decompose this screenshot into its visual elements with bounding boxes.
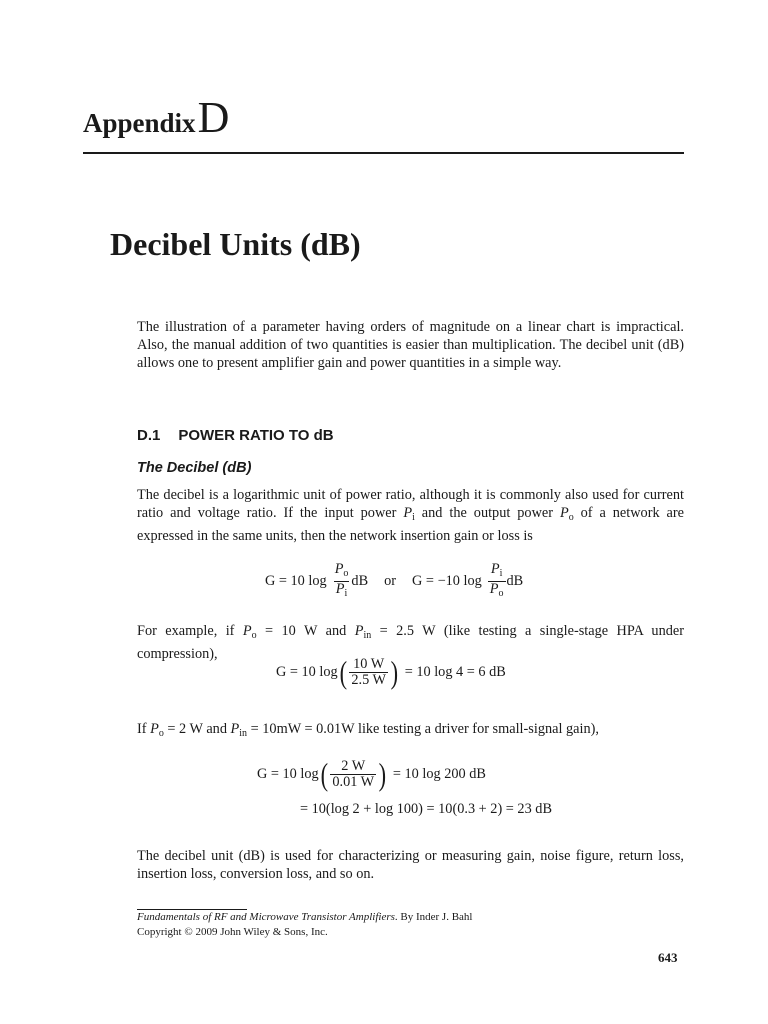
book-title: Fundamentals of RF and Microwave Transistor Amplifiers bbox=[137, 911, 395, 923]
decibel-definition-paragraph: The decibel is a logarithmic unit of power ratio, although it is commonly also used for current ratio and voltage ratio. If the input power $P_i$ and the output power $P_o$ of a network are expressed in the same units, then the network insertion gain or loss is bbox=[137, 487, 685, 545]
equation-example2: G = 10 log ( $\frac{2 W}{0.01 W}$ ) = 10 log 200 dB bbox=[257, 756, 486, 792]
intro-paragraph: The illustration of a parameter having orders of magnitude on a linear chart is impractical. Also, the manual addition of two quantities is easier than multiplication. The decibel unit (dB) allows one to present amplifier gain and power quantities in a simple way. bbox=[137, 319, 684, 372]
chapter-title: Decibel Units (dB) bbox=[110, 226, 361, 262]
appendix-letter: D bbox=[197, 93, 230, 142]
footer-citation bbox=[137, 910, 473, 940]
subsection-heading: The Decibel (dB) bbox=[137, 460, 252, 476]
section-number: D.1 bbox=[137, 427, 161, 444]
eq1-left-unit: dB bbox=[351, 573, 369, 589]
eq1-right-unit: dB bbox=[506, 573, 524, 589]
eq3-fraction: $\frac{2 W}{0.01 W}$ bbox=[332, 757, 375, 790]
eq1-right-lhs: G = −10 log bbox=[412, 573, 482, 589]
eq1-connector: or bbox=[384, 573, 397, 589]
eq3-lhs: G = 10 log bbox=[257, 765, 319, 782]
equation-example2-line2: = 10(log 2 + log 100) = 10(0.3 + 2) = 23 dB bbox=[300, 801, 552, 817]
eq2-lhs: G = 10 log bbox=[276, 663, 338, 680]
section-title: POWER RATIO TO dB bbox=[178, 427, 334, 444]
eq2-rhs: = 10 log 4 = 6 dB bbox=[404, 663, 506, 680]
eq1-left-fraction: $\frac{P_o}{P_i}$ bbox=[334, 561, 349, 599]
appendix-heading bbox=[83, 93, 230, 142]
appendix-word: Appendix bbox=[83, 108, 196, 138]
eq1-right-fraction: $\frac{P_i}{P_o}$ bbox=[489, 561, 504, 599]
eq2-fraction: $\frac{10 W}{2.5 W}$ bbox=[351, 655, 387, 688]
closing-paragraph: The decibel unit (dB) is used for characterizing or measuring gain, noise figure, return loss, insertion loss, conversion loss, and so on. bbox=[137, 848, 684, 883]
eq1-left-lhs: G = 10 log bbox=[265, 573, 327, 589]
example1-paragraph: For example, if $P_o = 10$ W and $P_{in} = 2.5$ W (like testing a single-stage HPA under compression), bbox=[137, 623, 684, 663]
heading-rule bbox=[83, 152, 684, 154]
equation-example1: G = 10 log ( $\frac{10 W}{2.5 W}$ ) = 10 log 4 = 6 dB bbox=[276, 654, 506, 690]
book-author: . By Inder J. Bahl bbox=[394, 911, 473, 923]
equation-gain-definition bbox=[265, 562, 523, 601]
example2-paragraph: If $P_o = 2$ W and $P_{in} = 10mW = 0.01W$ like testing a driver for small-signal gain), bbox=[137, 721, 599, 739]
page-number: 643 bbox=[658, 950, 678, 965]
eq3-rhs: = 10 log 200 dB bbox=[392, 765, 486, 782]
section-heading bbox=[137, 427, 334, 444]
copyright-line: Copyright © 2009 John Wiley & Sons, Inc. bbox=[137, 926, 328, 938]
